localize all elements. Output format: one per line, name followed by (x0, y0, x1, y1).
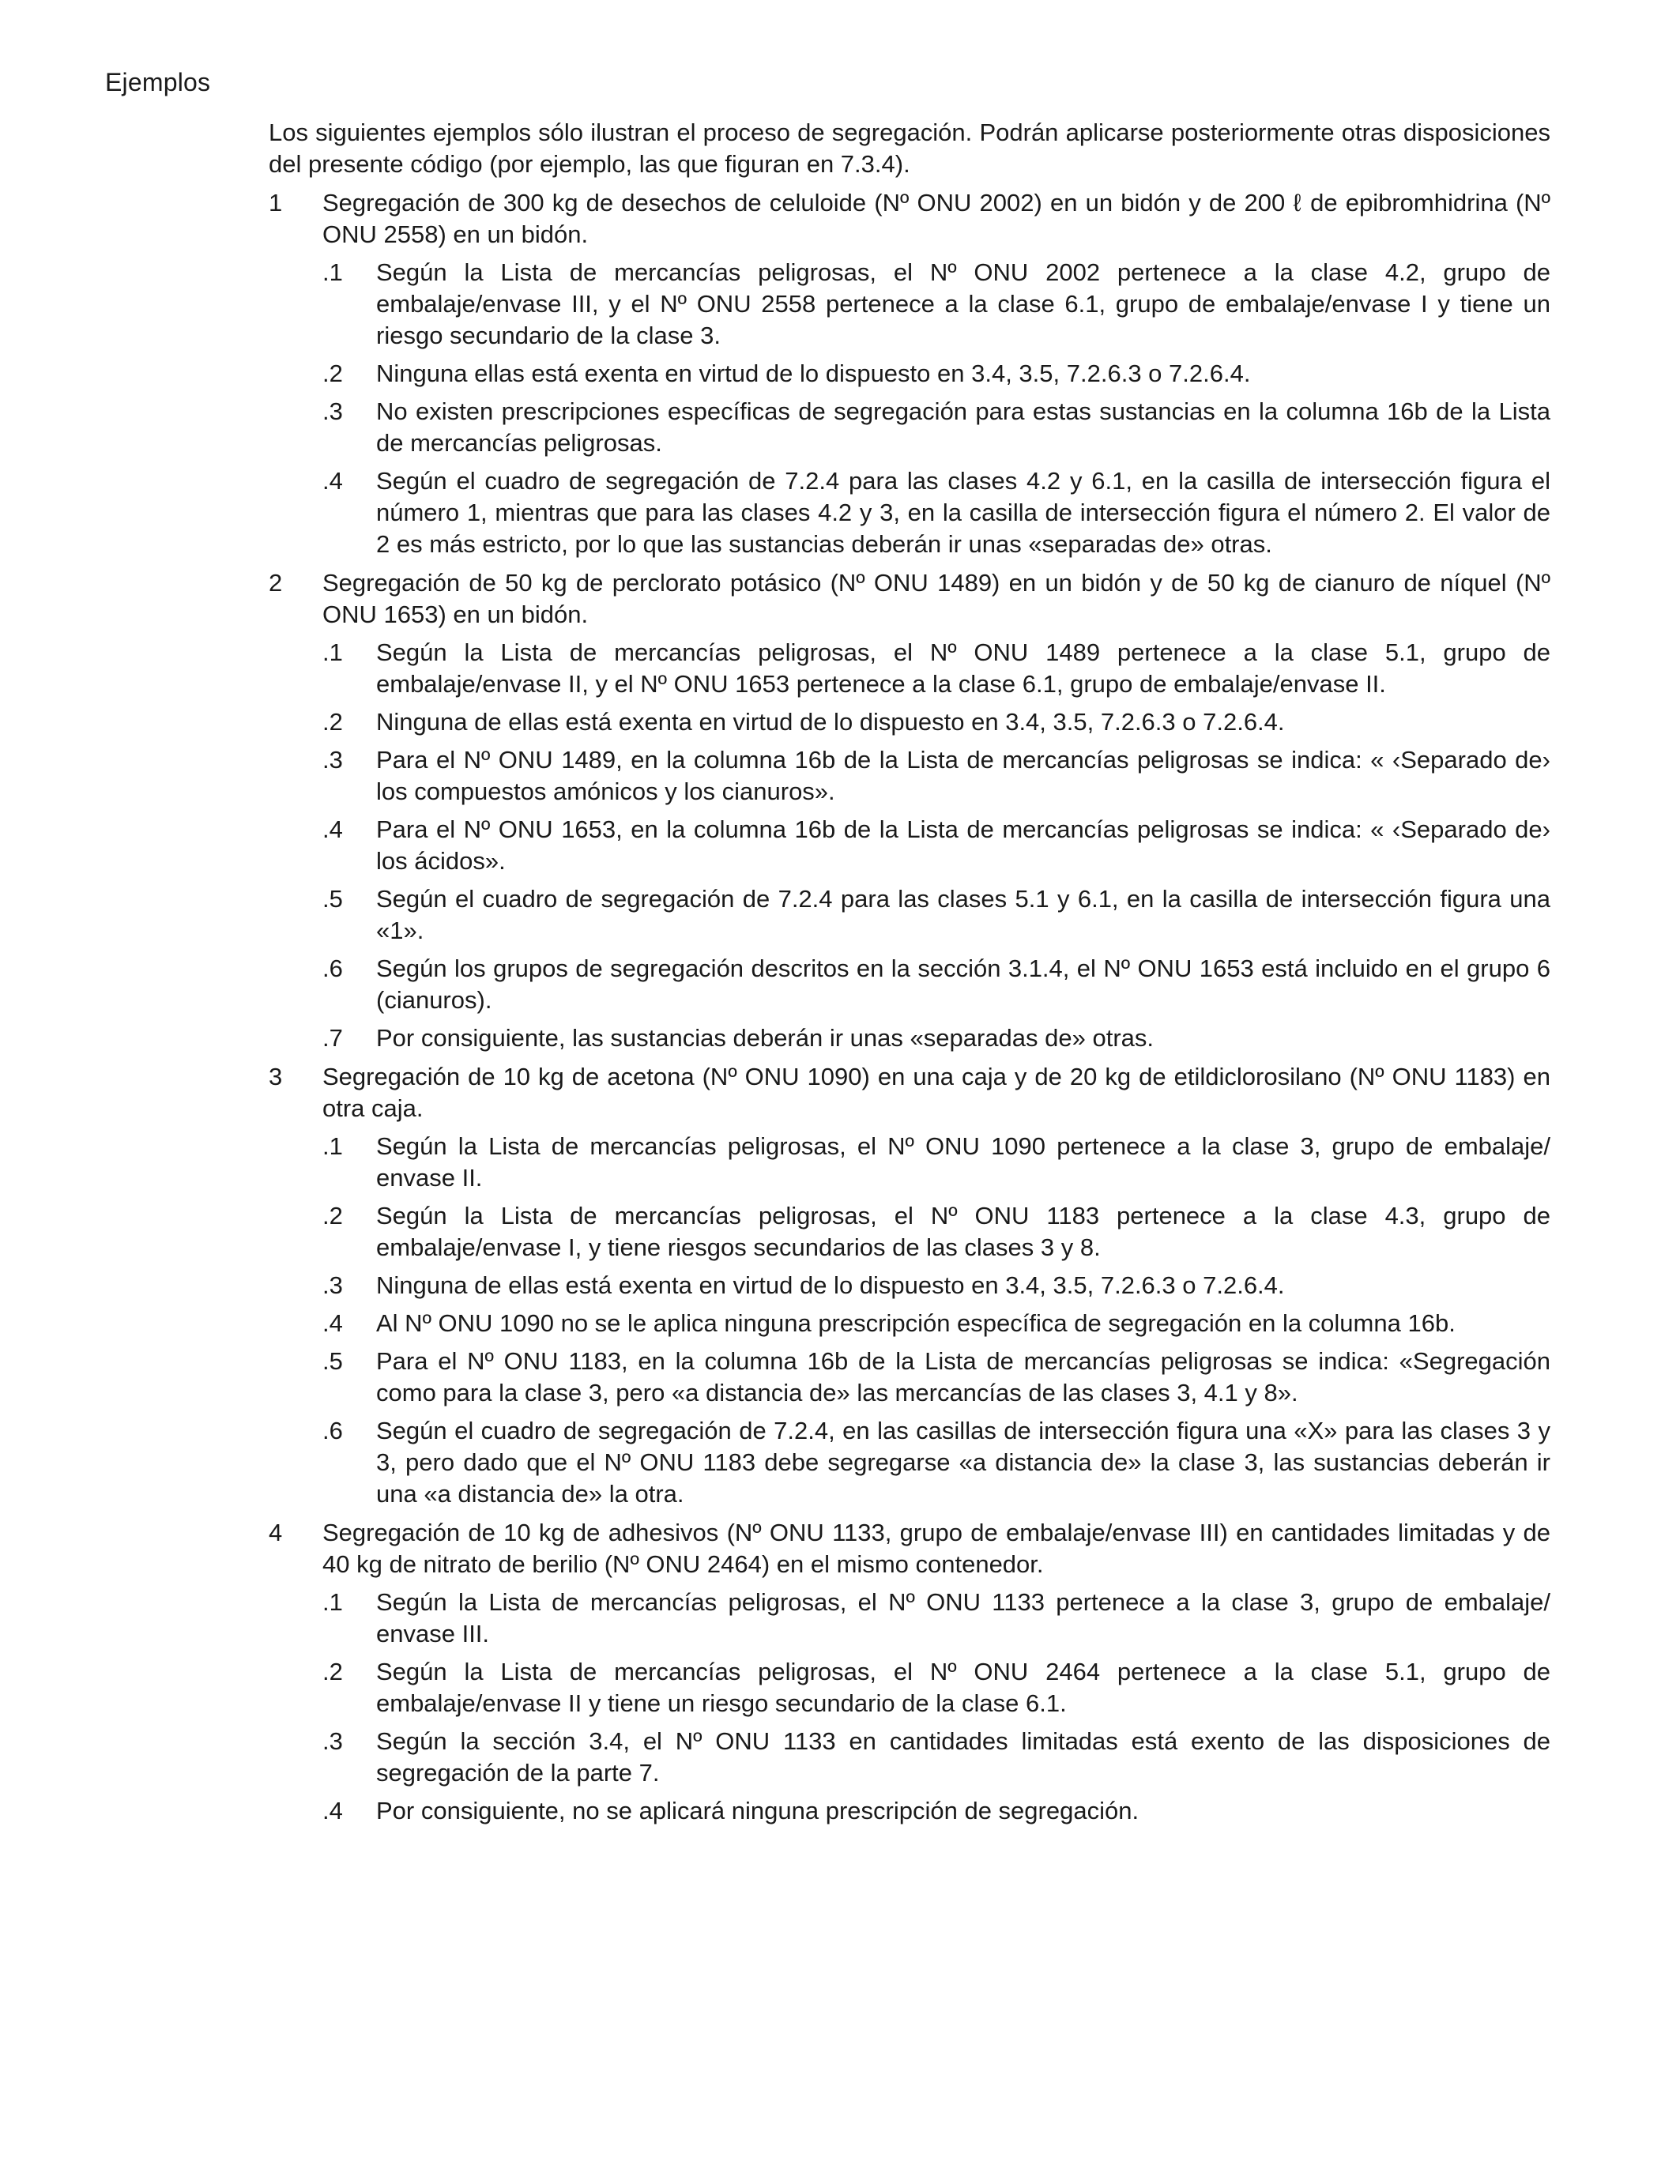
example-steps (322, 637, 1550, 1054)
step-number: .3 (322, 1271, 343, 1299)
section-heading: Ejemplos (105, 68, 211, 96)
step-text: Ninguna de ellas está exenta en virtud de lo dispuesto en 3.4, 3.5, 7.2.6.3 o 7.2.6.4. (376, 1271, 1285, 1299)
step-number: .3 (322, 746, 343, 774)
step-text: Según el cuadro de segregación de 7.2.4, en las casillas de intersección figura una «X» para las clases 3 y 3, pero dado que el Nº ONU 1183 debe segregarse «a distancia de» la clase 3, las sustancias deberán ir una «a distancia de» la otra. (376, 1417, 1550, 1508)
step-text: Para el Nº ONU 1183, en la columna 16b de la Lista de mercancías peligrosas se indica: «Segregación como para la clase 3, pero «a distancia de» las mercancías de las clases 3, 4.1 y 8». (376, 1347, 1550, 1406)
example-statement: Segregación de 50 kg de perclorato potásico (Nº ONU 1489) en un bidón y de 50 kg de cianuro de níquel (Nº ONU 1653) en un bidón. (322, 569, 1550, 628)
step-text: Según los grupos de segregación descritos en la sección 3.1.4, el Nº ONU 1653 está incluido en el grupo 6 (cianuros). (376, 955, 1550, 1014)
step-item (322, 637, 1550, 700)
step-item (322, 1415, 1550, 1510)
step-item (322, 814, 1550, 877)
step-text: Según el cuadro de segregación de 7.2.4 para las clases 4.2 y 6.1, en la casilla de intersección figura el número 1, mientras que para las clases 4.2 y 3, en la casilla de intersección figura el número 2. El valor de 2 es más estricto, por lo que las sustancias deberán ir unas «separadas de» otras. (376, 467, 1550, 558)
step-number: .1 (322, 1588, 343, 1616)
step-item (322, 1587, 1550, 1650)
step-text: Por consiguiente, las sustancias deberán ir unas «separadas de» otras. (376, 1024, 1154, 1052)
example-steps (322, 1131, 1550, 1510)
step-text: Para el Nº ONU 1653, en la columna 16b de la Lista de mercancías peligrosas se indica: « ‹Separado de› los ácidos». (376, 815, 1550, 875)
step-item (322, 1346, 1550, 1409)
example-steps (322, 257, 1550, 560)
example-number: 2 (269, 569, 283, 597)
example-number: 1 (269, 189, 283, 217)
step-text: Según la Lista de mercancías peligrosas, el Nº ONU 1090 pertenece a la clase 3, grupo de embalaje/ envase II. (376, 1132, 1550, 1192)
example-statement: Segregación de 10 kg de acetona (Nº ONU 1090) en una caja y de 20 kg de etildiclorosilano (Nº ONU 1183) en otra caja. (322, 1063, 1550, 1122)
example-statement: Segregación de 10 kg de adhesivos (Nº ONU 1133, grupo de embalaje/envase III) en cantidades limitadas y de 40 kg de nitrato de berilio (Nº ONU 2464) en el mismo contenedor. (322, 1519, 1550, 1578)
step-item (322, 257, 1550, 352)
examples-content (269, 117, 1550, 1827)
step-item (322, 706, 1550, 738)
step-text: No existen prescripciones específicas de segregación para estas sustancias en la columna 16b de la Lista de mercancías peligrosas. (376, 397, 1550, 457)
step-number: .3 (322, 397, 343, 425)
step-item (322, 358, 1550, 390)
step-item (322, 883, 1550, 947)
example-statement: Segregación de 300 kg de desechos de celuloide (Nº ONU 2002) en un bidón y de 200 ℓ de epibromhidrina (Nº ONU 2558) en un bidón. (322, 189, 1550, 248)
example-steps (322, 1587, 1550, 1827)
step-item (322, 1270, 1550, 1301)
step-text: Según la Lista de mercancías peligrosas, el Nº ONU 1489 pertenece a la clase 5.1, grupo de embalaje/envase II, y el Nº ONU 1653 pertenece a la clase 6.1, grupo de embalaje/envase II. (376, 638, 1550, 698)
step-item (322, 1726, 1550, 1789)
step-number: .2 (322, 1658, 343, 1685)
step-number: .5 (322, 885, 343, 913)
step-text: Ninguna de ellas está exenta en virtud de lo dispuesto en 3.4, 3.5, 7.2.6.3 o 7.2.6.4. (376, 708, 1285, 736)
step-number: .2 (322, 360, 343, 387)
step-number: .4 (322, 467, 343, 495)
step-number: .5 (322, 1347, 343, 1375)
step-text: Por consiguiente, no se aplicará ninguna prescripción de segregación. (376, 1797, 1139, 1824)
step-item (322, 1022, 1550, 1054)
step-number: .4 (322, 1309, 343, 1337)
step-number: .2 (322, 708, 343, 736)
step-item (322, 953, 1550, 1016)
example-item (269, 567, 1550, 1054)
step-text: Según el cuadro de segregación de 7.2.4 para las clases 5.1 y 6.1, en la casilla de intersección figura una «1». (376, 885, 1550, 944)
step-item (322, 1795, 1550, 1827)
step-item (322, 465, 1550, 560)
step-number: .6 (322, 1417, 343, 1444)
examples-list (269, 187, 1550, 1827)
example-item (269, 1517, 1550, 1827)
step-item (322, 1308, 1550, 1339)
step-number: .7 (322, 1024, 343, 1052)
step-text: Según la Lista de mercancías peligrosas, el Nº ONU 2002 pertenece a la clase 4.2, grupo de embalaje/envase III, y el Nº ONU 2558 pertenece a la clase 6.1, grupo de embalaje/envase I y tiene un riesgo secundario de la clase 3. (376, 258, 1550, 349)
step-text: Según la sección 3.4, el Nº ONU 1133 en cantidades limitadas está exento de las disposiciones de segregación de la parte 7. (376, 1727, 1550, 1787)
step-number: .2 (322, 1202, 343, 1229)
step-number: .1 (322, 258, 343, 286)
step-text: Según la Lista de mercancías peligrosas, el Nº ONU 1133 pertenece a la clase 3, grupo de embalaje/ envase III. (376, 1588, 1550, 1647)
step-text: Según la Lista de mercancías peligrosas, el Nº ONU 1183 pertenece a la clase 4.3, grupo de embalaje/envase I, y tiene riesgos secundarios de las clases 3 y 8. (376, 1202, 1550, 1261)
example-item (269, 187, 1550, 560)
step-number: .1 (322, 1132, 343, 1160)
intro-paragraph: Los siguientes ejemplos sólo ilustran el proceso de segregación. Podrán aplicarse posteriormente otras disposiciones del presente código (por ejemplo, las que figuran en 7.3.4). (269, 119, 1550, 178)
step-text: Para el Nº ONU 1489, en la columna 16b de la Lista de mercancías peligrosas se indica: « ‹Separado de› los compuestos amónicos y los cianuros». (376, 746, 1550, 805)
step-item (322, 744, 1550, 808)
step-item (322, 1200, 1550, 1263)
step-text: Ninguna ellas está exenta en virtud de lo dispuesto en 3.4, 3.5, 7.2.6.3 o 7.2.6.4. (376, 360, 1251, 387)
step-text: Al Nº ONU 1090 no se le aplica ninguna prescripción específica de segregación en la columna 16b. (376, 1309, 1456, 1337)
step-item (322, 1656, 1550, 1719)
example-number: 3 (269, 1063, 283, 1090)
step-number: .4 (322, 815, 343, 843)
step-item (322, 1131, 1550, 1194)
step-text: Según la Lista de mercancías peligrosas, el Nº ONU 2464 pertenece a la clase 5.1, grupo de embalaje/envase II y tiene un riesgo secundario de la clase 6.1. (376, 1658, 1550, 1717)
step-number: .4 (322, 1797, 343, 1824)
step-number: .1 (322, 638, 343, 666)
example-number: 4 (269, 1519, 283, 1546)
step-number: .3 (322, 1727, 343, 1755)
step-item (322, 396, 1550, 459)
step-number: .6 (322, 955, 343, 982)
example-item (269, 1061, 1550, 1510)
